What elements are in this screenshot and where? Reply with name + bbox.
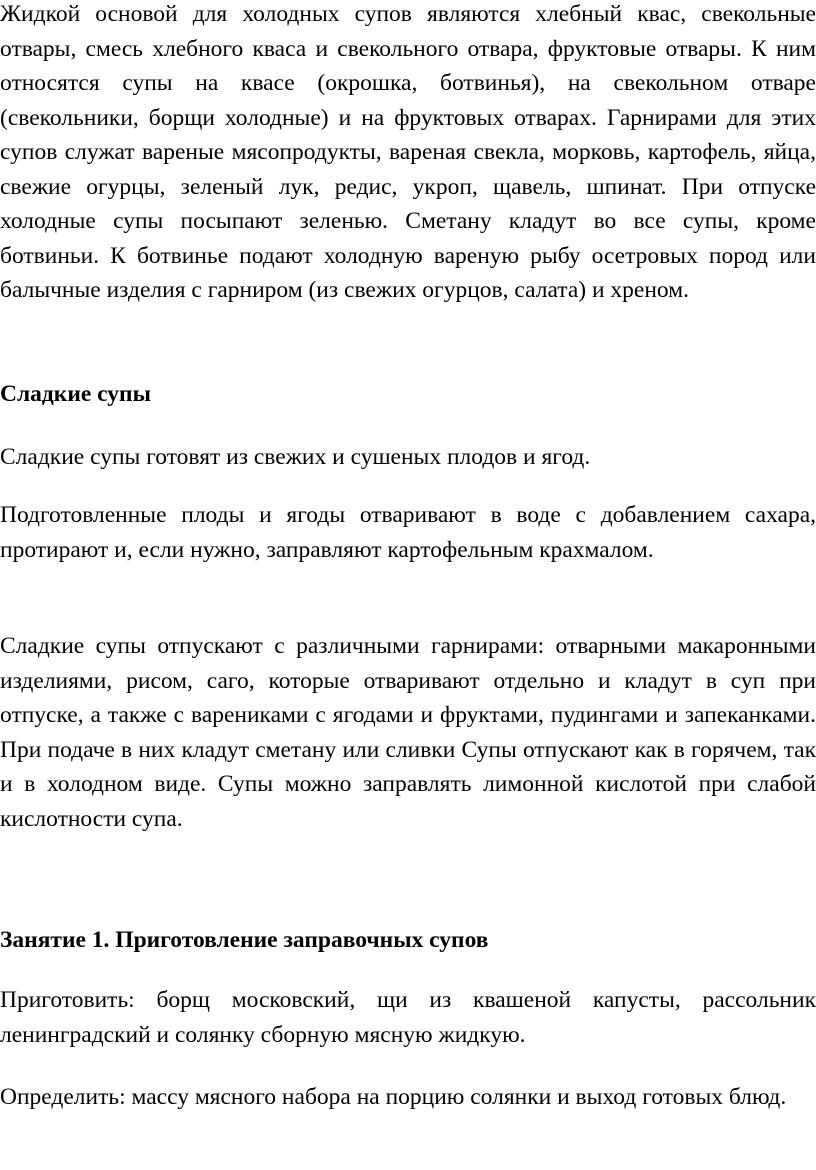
lesson-1-task-prepare: Приготовить: борщ московский, щи из квашеной капусты, рассольник ленинградский и солянку сборную мясную жидкую. [0,987,816,1048]
lesson-1-task-determine: Определить: массу мясного набора на порцию солянки и выход готовых блюд. [0,1084,787,1110]
sweet-soups-paragraph-3: Сладкие супы отпускают с различными гарнирами: отварными макаронными изделиями, рисом, саго, которые отваривают отдельно и кладут в суп при отпуске, а также с варениками с ягодами и фруктами, пудингами и запеканками. При подаче в них кладут сметану или сливки Супы отпускают как в горячем, так и в холодном виде. Супы можно заправлять лимонной кислотой при слабой кислотности супа. [0,633,816,832]
lesson-1-heading: Занятие 1. Приготовление заправочных супов [0,927,489,953]
sweet-soups-paragraph-2: Подготовленные плоды и ягоды отваривают в воде с добавлением сахара, протирают и, если нужно, заправляют картофельным крахмалом. [0,502,816,563]
sweet-soups-heading: Сладкие супы [0,381,151,407]
sweet-soups-paragraph-1: Сладкие супы готовят из свежих и сушеных плодов и ягод. [0,444,591,470]
intro-paragraph: Жидкой основой для холодных супов являются хлебный квас, свекольные отвары, смесь хлебного кваса и свекольного отвара, фруктовые отвары. К ним относятся супы на квасе (окрошка, ботвинья), на свекольном отваре (свекольники, борщи холодные) и на фруктовых отварах. Гарнирами для этих супов служат вареные мясопродукты, вареная свекла, морковь, картофель, яйца, свежие огурцы, зеленый лук, редис, укроп, щавель, шпинат. При отпуске холодные супы посыпают зеленью. Сметану кладут во все супы, кроме ботвиньи. К ботвинье подают холодную вареную рыбу осетровых пород или балычные изделия с гарниром (из свежих огурцов, салата) и хреном. [0,1,816,303]
